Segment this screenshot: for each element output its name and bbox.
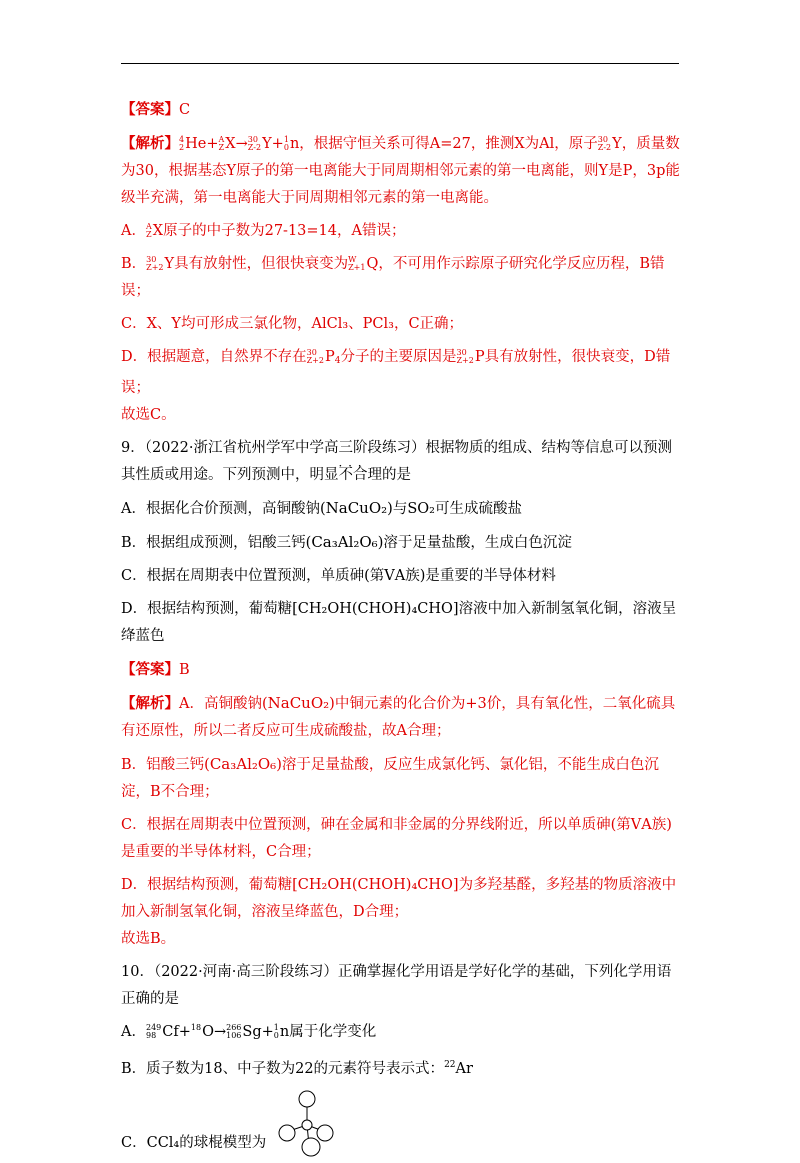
- q8-analysis: 【解析】 4 2 He+ A Z X→ 30 Z-2 Y+ 1 0 n，根据守恒关系可得A=27，推测X为Al，原子 30 Z-2 Y，质量数为30，根据基态Y原子的第一电离能大于同周期相邻元素的第一电离能，则Y是P，3p能级半充满，第一电离能大于同周期相邻元素的第一电离能。: [121, 135, 680, 206]
- isotope-he: 4 2: [179, 135, 185, 152]
- q9-option-b: B．根据组成预测，铝酸三钙(Ca₃Al₂O₆)溶于足量盐酸，生成白色沉淀: [121, 533, 572, 551]
- q8-option-a: A． A Z X原子的中子数为27-13=14，A错误；: [121, 222, 406, 239]
- chlorine-atom-right: [317, 1125, 333, 1141]
- q9-answer: 【答案】B: [121, 661, 190, 678]
- q9-option-d: D．根据结构预测，葡萄糖[CH₂OH(CHOH)₄CHO]溶液中加入新制氢氧化铜，溶液呈绛蓝色: [121, 601, 677, 644]
- q8-option-d: D．根据题意，自然界不存在 30 Z+2 $P_4$分子的主要原因是 30 Z+2 P具有放射性，很快衰变，D错误； 故选C。: [121, 348, 671, 423]
- header-rule: [121, 63, 679, 64]
- q10-stem: 10．（2022·河南·高三阶段练习）正确掌握化学用语是学好化学的基础，下列化学用语正确的是: [121, 964, 672, 1007]
- ball-stick-model-diagram: [275, 1089, 335, 1157]
- q9-stem: 9．（2022·浙江省杭州学军中学高三阶段练习）根据物质的组成、结构等信息可以预测其性质或用途。下列预测中，明显· · · 不合理的是: [121, 435, 681, 489]
- q8-option-c: C．X、Y均可形成三氯化物，AlCl₃、PCl₃，C正确；: [121, 316, 464, 332]
- content: [121, 96, 681, 1163]
- chlorine-atom-bottom: [302, 1138, 320, 1156]
- q9-analysis-d: D．根据结构预测，葡萄糖[CH₂OH(CHOH)₄CHO]为多羟基醛，多羟基的物质溶液中加入新制氢氧化铜，溶液呈绛蓝色，D合理； 故选B。: [121, 877, 677, 947]
- emphasis-text: · · · 不合理: [339, 467, 383, 483]
- q9-analysis-a: 【解析】A．高铜酸钠(NaCuO₂)中铜元素的化合价为+3价，具有氧化性，二氧化硫具有还原性，所以二者反应可生成硫酸盐，故A合理；: [121, 694, 676, 739]
- q9-analysis-c: C．根据在周期表中位置预测，砷在金属和非金属的分界线附近，所以单质砷(第ⅤA族)是重要的半导体材料，C合理；: [121, 817, 672, 860]
- carbon-atom: [302, 1120, 312, 1130]
- q9-option-c: C．根据在周期表中位置预测，单质砷(第ⅤA族)是重要的半导体材料: [121, 568, 556, 584]
- q8-option-b: B． 30 Z+2 Y具有放射性，但很快衰变为 W Z+1 Q，不可用作示踪原子研究化学反应历程，B错误；: [121, 255, 665, 299]
- q9-option-a: A．根据化合价预测，高铜酸钠(NaCuO₂)与SO₂可生成硫酸盐: [121, 499, 522, 517]
- q8-answer: 【答案】C: [121, 101, 191, 118]
- q10-option-b: B．质子数为18、中子数为22的元素符号表示式：$^{22}$Ar: [121, 1060, 473, 1077]
- chlorine-atom-top: [299, 1091, 315, 1107]
- q10-option-c: C．CCl₄的球棍模型为: [121, 1089, 681, 1157]
- q10-option-a: A． 249 98 Cf+ 18 O→ 266 106 Sg+ 1 0 n属于化学变化: [121, 1023, 377, 1040]
- q9-analysis-b: B．铝酸三钙(Ca₃Al₂O₆)溶于足量盐酸，反应生成氯化钙、氯化铝，不能生成白色沉淀，B不合理；: [121, 755, 659, 800]
- chlorine-atom-left: [279, 1125, 295, 1141]
